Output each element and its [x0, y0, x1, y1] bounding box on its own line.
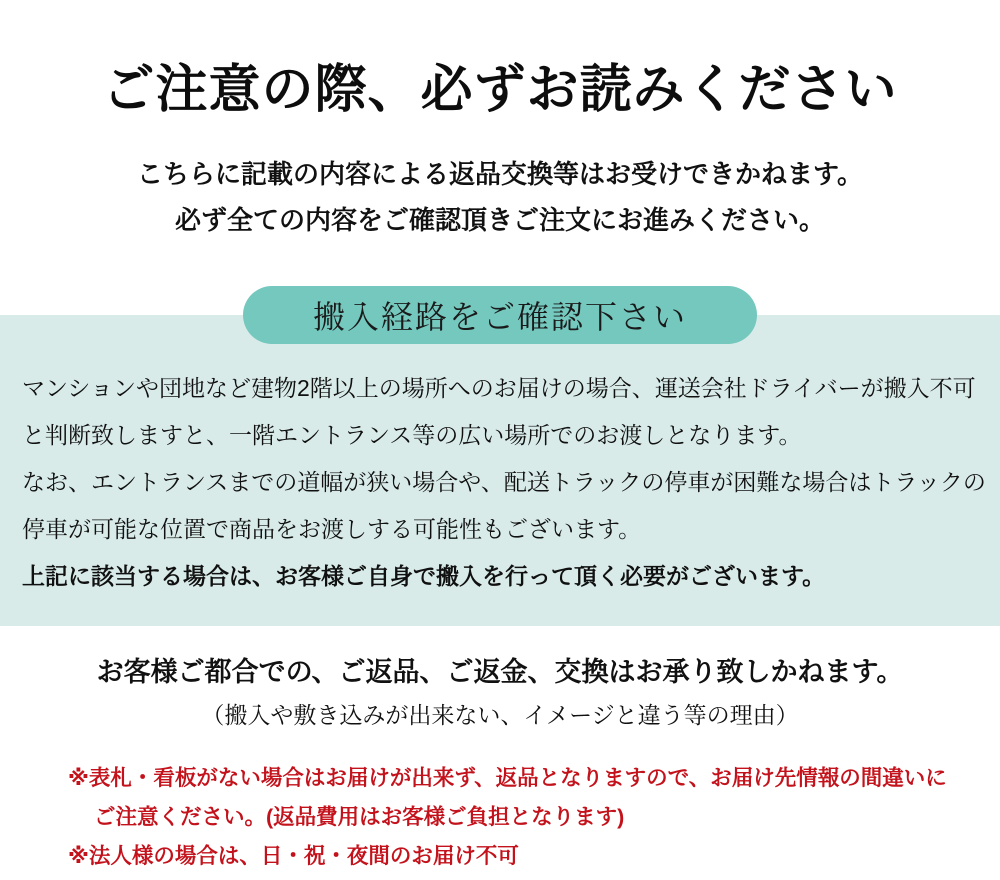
intro-text	[0, 151, 1000, 243]
delivery-route-notice-band	[0, 315, 1000, 626]
band-text-line: と判断致しますと、一階エントランス等の広い場所でのお渡しとなります。	[22, 422, 802, 449]
warning-line-1: ※表札・看板がない場合はお届けが出来ず、返品となりますので、お届け先情報の間違いに	[68, 766, 947, 791]
band-bold-line: 上記に該当する場合は、お客様ご自身で搬入を行って頂く必要がございます。	[22, 563, 826, 590]
delivery-route-banner: 搬入経路をご確認下さい	[243, 286, 757, 344]
intro-line-2: 必ず全ての内容をご確認頂きご注文にお進みください。	[174, 205, 825, 236]
band-text-line: 停車が可能な位置で商品をお渡しする可能性もございます。	[22, 516, 642, 543]
intro-line-1: こちらに記載の内容による返品交換等はお受けできかねます。	[137, 159, 863, 190]
band-text-line: なお、エントランスまでの道幅が狭い場合や、配送トラックの停車が困難な場合はトラックの	[22, 469, 986, 496]
warning-line-3: ※法人様の場合は、日・祝・夜間のお届け不可	[68, 844, 519, 869]
page-title: ご注意の際、必ずお読みください	[102, 61, 898, 119]
band-text-line: マンションや団地など建物2階以上の場所へのお届けの場合、運送会社ドライバーが搬入不可	[22, 375, 976, 402]
delivery-route-section	[0, 299, 1000, 626]
return-policy-subline: （搬入や敷き込みが出来ない、イメージと違う等の理由）	[201, 702, 799, 729]
warning-line-2: ご注意ください。(返品費用はお客様ご負担となります)	[94, 805, 625, 830]
return-policy-line: お客様ご都合での、ご返品、ご返金、交換はお承り致しかねます。	[96, 657, 904, 688]
red-warnings	[68, 759, 1000, 876]
